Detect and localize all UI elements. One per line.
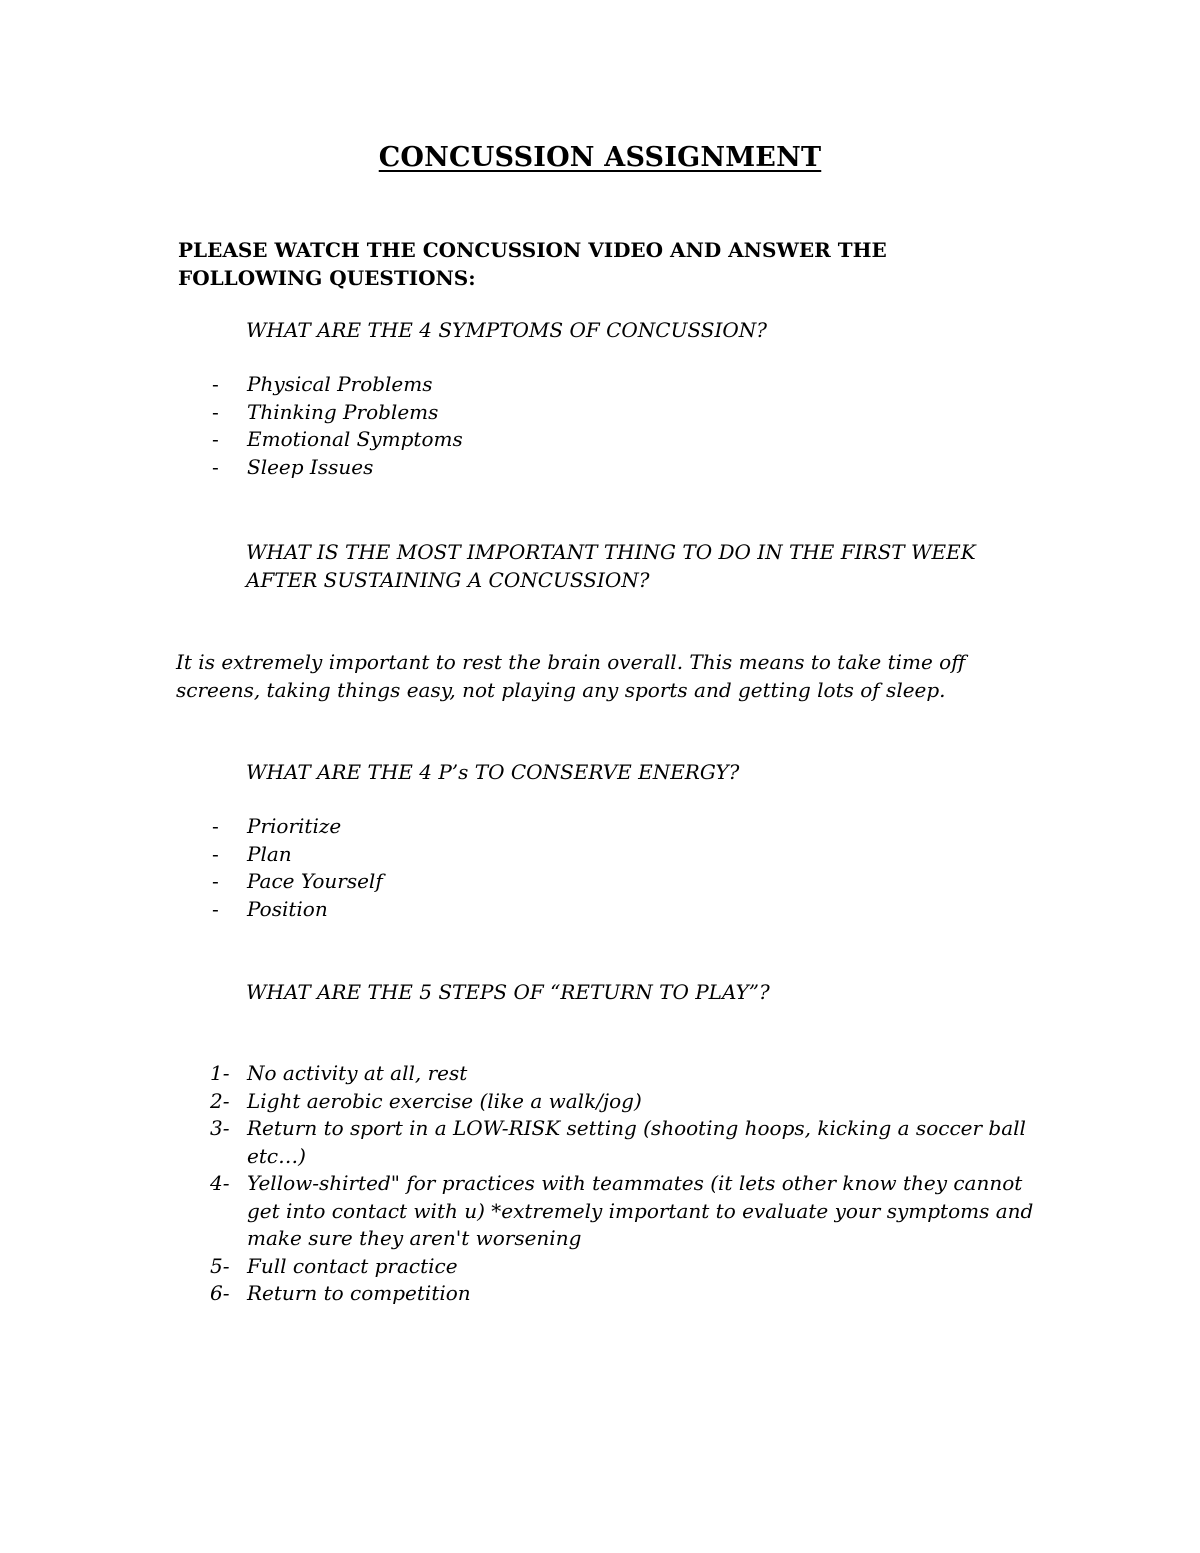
- list-item-text: Sleep Issues: [247, 454, 374, 479]
- document-title: CONCUSSION ASSIGNMENT: [378, 142, 822, 173]
- list-item-text: Position: [247, 896, 328, 921]
- list-item: [0, 813, 1037, 841]
- list-marker: -: [212, 454, 219, 479]
- list-marker: 4-: [210, 1171, 230, 1195]
- list-marker: 3-: [210, 1116, 230, 1140]
- list-item: [0, 841, 1037, 869]
- list-item: [0, 1253, 1037, 1281]
- list-marker: 5-: [210, 1253, 230, 1278]
- symptoms-list: [0, 371, 1037, 481]
- list-item: [0, 1060, 1037, 1088]
- list-marker: -: [212, 814, 219, 838]
- list-item: [0, 1280, 1037, 1308]
- list-item-text: Full contact practice: [247, 1253, 458, 1278]
- list-item-text: Pace Yourself: [247, 869, 383, 893]
- question-symptoms: WHAT ARE THE 4 SYMPTOMS OF CONCUSSION?: [246, 318, 767, 342]
- four-ps-list: [0, 813, 1037, 923]
- list-item: [0, 1115, 1037, 1170]
- list-marker: 6-: [210, 1281, 230, 1305]
- list-marker: -: [212, 399, 219, 424]
- list-item: [0, 454, 1037, 482]
- list-item-text: Prioritize: [247, 814, 342, 838]
- list-item-text: Return to competition: [247, 1281, 471, 1305]
- list-item: [0, 371, 1037, 399]
- answer-first-week: It is extremely important to rest the brain overall. This means to take time off screens, taking things easy, not playing any sports and getting lots of sleep.: [176, 650, 966, 702]
- list-item: [0, 896, 1037, 924]
- list-item-text: Plan: [247, 841, 292, 866]
- list-item-text: Emotional Symptoms: [247, 427, 463, 451]
- list-item-text: Yellow-shirted" for practices with teammates (it lets other know they cannot get into contact with u) *extremely important to evaluate your symptoms and make sure they aren't worsening: [247, 1171, 1034, 1250]
- list-item-text: No activity at all, rest: [247, 1061, 468, 1085]
- list-item-text: Physical Problems: [247, 372, 433, 396]
- list-item: [0, 426, 1037, 454]
- list-item: [0, 868, 1037, 896]
- list-marker: -: [212, 427, 219, 451]
- list-item: [0, 1088, 1037, 1116]
- return-to-play-list: [0, 1060, 1037, 1308]
- list-item-text: Light aerobic exercise (like a walk/jog): [247, 1088, 642, 1113]
- instructions-text: PLEASE WATCH THE CONCUSSION VIDEO AND ANSWER THE FOLLOWING QUESTIONS:: [178, 238, 887, 290]
- list-marker: -: [212, 372, 219, 396]
- list-marker: -: [212, 896, 219, 921]
- list-marker: -: [212, 841, 219, 866]
- list-marker: 2-: [210, 1088, 230, 1113]
- question-return-to-play: WHAT ARE THE 5 STEPS OF “RETURN TO PLAY”?: [246, 980, 770, 1004]
- question-four-ps: WHAT ARE THE 4 P’s TO CONSERVE ENERGY?: [246, 760, 740, 784]
- list-item-text: Thinking Problems: [247, 399, 439, 424]
- list-marker: -: [212, 869, 219, 893]
- list-item: [0, 399, 1037, 427]
- list-item: [0, 1170, 1037, 1253]
- question-first-week: WHAT IS THE MOST IMPORTANT THING TO DO IN THE FIRST WEEK AFTER SUSTAINING A CONCUSSION?: [246, 540, 976, 592]
- list-marker: 1-: [210, 1061, 230, 1085]
- list-item-text: Return to sport in a LOW-RISK setting (shooting hoops, kicking a soccer ball etc…): [247, 1116, 1026, 1168]
